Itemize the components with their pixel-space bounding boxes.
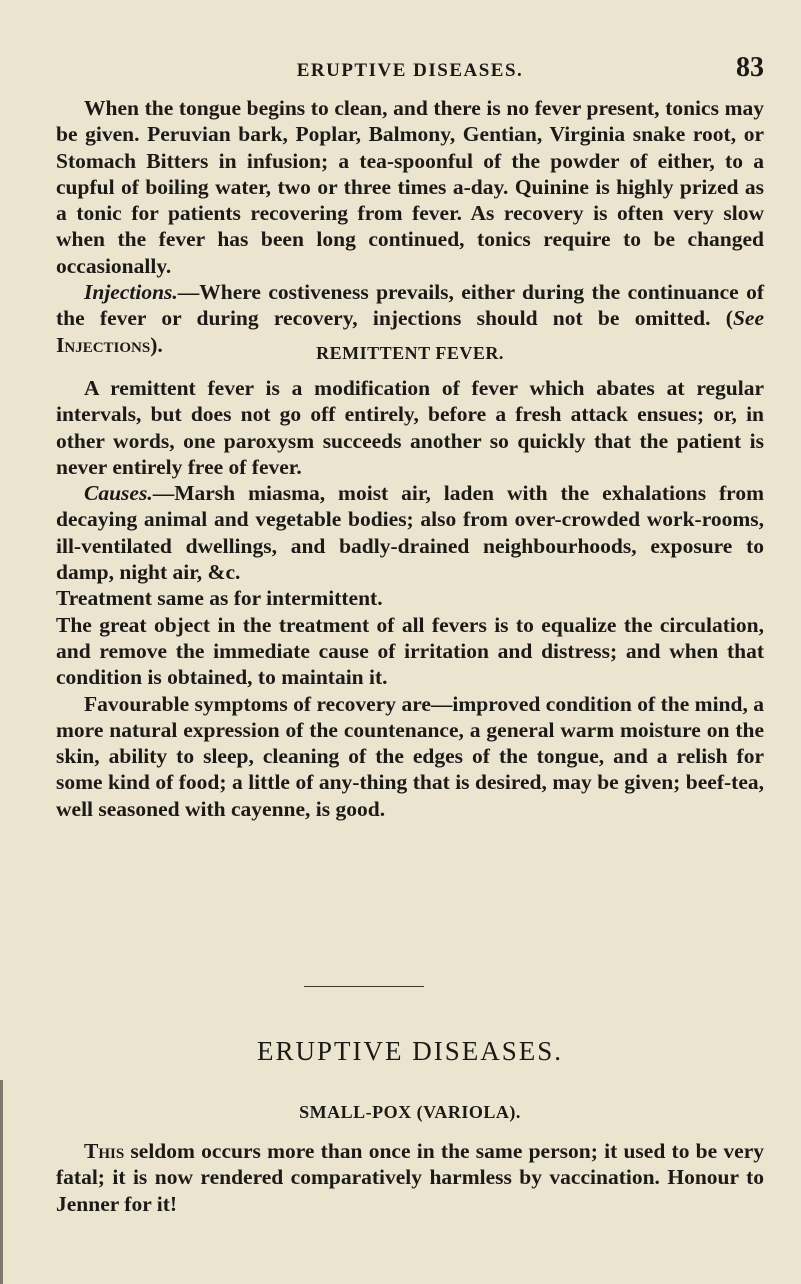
remittent-fever-section <box>56 343 764 364</box>
remittent-fever-heading: REMITTENT FEVER. <box>316 343 504 363</box>
eruptive-diseases-heading: ERUPTIVE DISEASES. <box>256 1036 563 1066</box>
page-number: 83 <box>736 52 764 83</box>
see-close: ). <box>150 332 163 357</box>
book-page <box>56 0 764 1284</box>
eruptive-diseases-section <box>56 1036 764 1067</box>
see-label: See <box>732 306 764 331</box>
causes-label: Causes. <box>84 481 153 506</box>
injections-label: Injections. <box>84 280 178 305</box>
running-title: ERUPTIVE DISEASES. <box>296 60 524 81</box>
remittent-definition-paragraph: A remittent fever is a modification of fever which abates at regular intervals, but does not go off entirely, before a fresh attack ensues; or, in other words, one paroxysm succeeds another so quickly that the patient is never entirely free of fever. <box>56 376 764 479</box>
great-object-paragraph: The great object in the treatment of all fevers is to equalize the circulation, and remove the immediate cause of irritation and distress; and when that condition is obtained, to maintain it. <box>56 612 764 690</box>
tonics-paragraph: When the tongue begins to clean, and there is no fever present, tonics may be given. Peruvian bark, Poplar, Balmony, Gentian, Virginia snake root, or Stomach Bitters in infusion; a tea-spoonful of the powder of either, to a cupful of boiling water, two or three times a-day. Quinine is highly prized as a tonic for patients recovering from fever. As recovery is often very slow when the fever has been long continued, tonics require to be changed occasionally. <box>56 96 764 278</box>
small-pox-paragraph <box>56 1138 764 1217</box>
small-pox-subsection <box>56 1102 764 1123</box>
remittent-fever-body <box>56 375 764 822</box>
small-pox-body <box>56 1138 764 1217</box>
injections-text: —Where costiveness prevails, either during the continuance of the fever or during recovery, injections should not be omitted. ( <box>56 280 764 331</box>
tonics-section <box>56 95 764 358</box>
treatment-paragraph: Treatment same as for intermittent. <box>56 586 383 611</box>
first-word: This <box>84 1139 125 1163</box>
causes-text: —Marsh miasma, moist air, laden with the exhalations from decaying animal and vegetable bodies; also from over-crowded work-rooms, ill-ventilated dwellings, and badly-drained neighbourhoods, exposure to damp, night air, &c. <box>56 481 764 585</box>
see-reference: Injections <box>56 332 151 357</box>
section-divider <box>304 986 424 987</box>
small-pox-heading: SMALL-POX (VARIOLA). <box>299 1102 521 1122</box>
small-pox-text: seldom occurs more than once in the same person; it used to be very fatal; it is now rendered comparatively harmless by vaccination. Honour to Jenner for it! <box>56 1139 764 1216</box>
running-head <box>56 52 764 82</box>
page-edge-shadow <box>0 1080 3 1284</box>
causes-paragraph <box>56 480 764 585</box>
favourable-symptoms-paragraph: Favourable symptoms of recovery are—improved condition of the mind, a more natural expression of the countenance, a general warm moisture on the skin, ability to sleep, cleaning of the edges of the tongue, and a relish for some kind of food; a little of any-thing that is desired, may be given; beef-tea, well seasoned with cayenne, is good. <box>56 691 764 821</box>
